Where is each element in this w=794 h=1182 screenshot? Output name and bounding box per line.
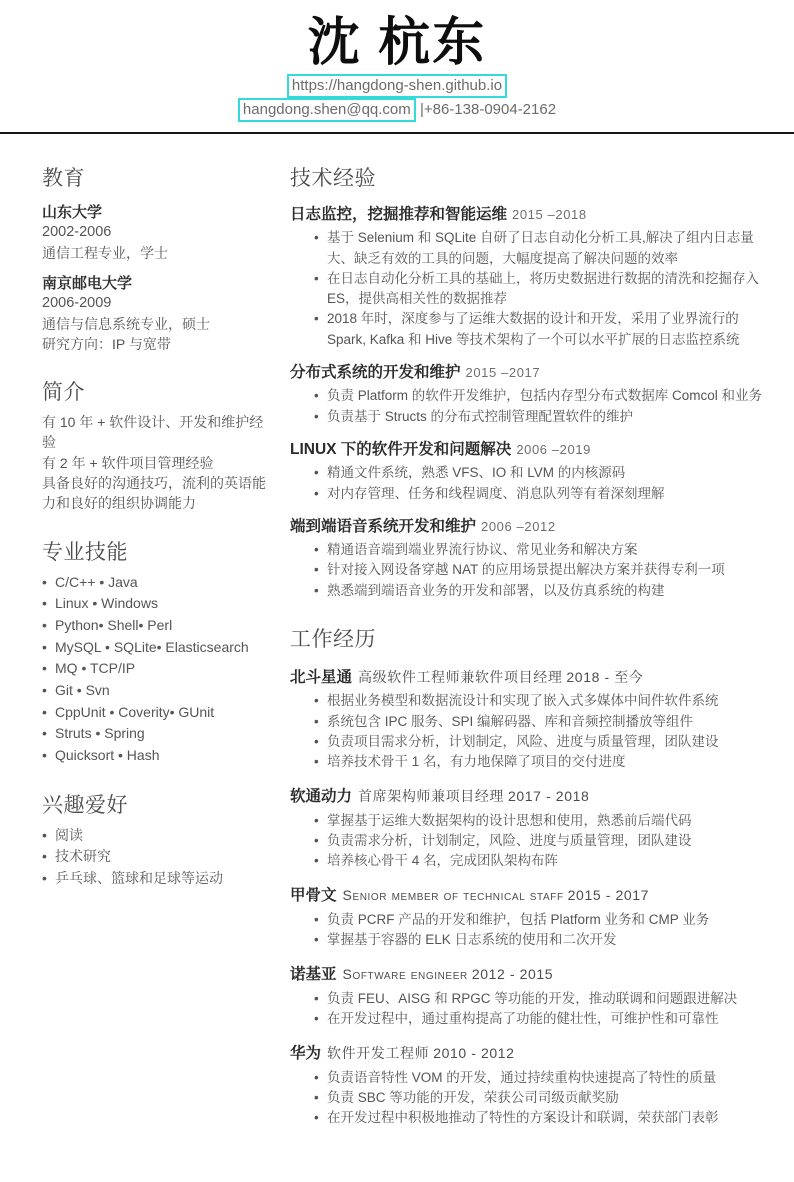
tech-entry-title: 日志监控，挖掘推荐和智能运维	[290, 206, 508, 224]
profile-heading: 简介	[42, 381, 85, 405]
tech-experience-section	[290, 162, 774, 601]
job-header	[290, 885, 774, 907]
skill-item: • Git • Svn	[42, 680, 266, 702]
email-link[interactable]: hangdong.shen@qq.com	[238, 98, 416, 122]
school-detail: 通信与信息系统专业，硕士	[42, 315, 210, 332]
profile-line: 有 2 年 + 软件项目管理经验	[42, 454, 214, 471]
tech-entry-title: 分布式系统的开发和维护	[290, 363, 461, 381]
job-period: 2017 - 2018	[508, 788, 590, 805]
skill-item: • C/C++ • Java	[42, 572, 266, 594]
tech-experience-list	[290, 204, 774, 601]
left-column	[42, 140, 280, 1142]
job-header	[290, 964, 774, 986]
tech-entry-bullets	[290, 540, 774, 601]
tech-bullet: • 基于 Selenium 和 SQLite 自研了日志自动化分析工具,解决了组内日志量大、缺乏有效的工具的问题，大幅度提高了解决问题的效率	[314, 228, 774, 269]
tech-entry	[290, 516, 774, 601]
tech-entry-bullets	[290, 463, 774, 504]
website-line	[0, 74, 794, 98]
tech-bullet: • 负责 Platform 的软件开发维护，包括内存型分布式数据库 Comcol 和业务	[314, 386, 774, 406]
tech-entry-period: 2006 –2019	[516, 441, 591, 457]
job-entry	[290, 786, 774, 871]
website-link[interactable]: https://hangdong-shen.github.io	[287, 74, 507, 98]
job-company: 北斗星通	[290, 668, 353, 686]
school-name: 南京邮电大学	[42, 274, 133, 292]
job-bullet: • 负责需求分析，计划制定，风险、进度与质量管理，团队建设	[314, 831, 774, 851]
tech-entry-bullets	[290, 228, 774, 350]
tech-bullet: • 精通语音端到端业界流行协议、常见业务和解决方案	[314, 540, 774, 560]
job-company: 软通动力	[290, 788, 353, 806]
profile-section	[42, 376, 266, 513]
skill-item: • Quicksort • Hash	[42, 745, 266, 767]
job-bullet: • 根据业务模型和数据流设计和实现了嵌入式多媒体中间件软件系统	[314, 691, 774, 711]
tech-entry-bullets	[290, 386, 774, 427]
tech-entry-title: LINUX 下的软件开发和问题解决	[290, 440, 512, 458]
skills-section	[42, 536, 266, 767]
tech-bullet: • 负责基于 Structs 的分布式控制管理配置软件的维护	[314, 407, 774, 427]
job-bullet: • 负责语音特性 VOM 的开发，通过持续重构快速提高了特性的质量	[314, 1068, 774, 1088]
job-bullet: • 在开发过程中积极地推动了特性的方案设计和联调，荣获部门表彰	[314, 1108, 774, 1128]
job-period: 2010 - 2012	[433, 1045, 515, 1062]
school-period: 2002-2006	[42, 224, 112, 241]
tech-entry-header	[290, 439, 774, 461]
job-role: 首席架构师兼项目经理	[358, 788, 505, 805]
education-list	[42, 202, 266, 354]
hobbies-heading: 兴趣爱好	[42, 793, 128, 817]
tech-bullet: • 针对接入网设备穿越 NAT 的应用场景提出解决方案并获得专利一项	[314, 560, 774, 580]
tech-bullet: • 2018 年时，深度参与了运维大数据的设计和开发，采用了业界流行的 Spark, Kafka 和 Hive 等技术架构了一个可以水平扩展的日志监控系统	[314, 309, 774, 350]
tech-experience-heading: 技术经验	[290, 167, 376, 191]
tech-bullet: • 在日志自动化分析工具的基础上，将历史数据进行数据的清洗和挖掘存入 ES，提供高相关性的数据推荐	[314, 269, 774, 310]
hobby-item: • 阅读	[42, 825, 266, 847]
job-company: 华为	[290, 1045, 322, 1063]
job-bullet: • 系统包含 IPC 服务、SPI 编解码器、库和音频控制播放等组件	[314, 712, 774, 732]
education-heading: 教育	[42, 167, 85, 191]
tech-entry	[290, 439, 774, 504]
hobbies-list	[42, 825, 266, 890]
tech-entry	[290, 204, 774, 350]
job-bullets	[290, 811, 774, 872]
hobby-item: • 乒乓球、篮球和足球等运动	[42, 868, 266, 890]
hobbies-section	[42, 789, 266, 890]
job-entry	[290, 667, 774, 772]
tech-entry-period: 2015 –2017	[465, 364, 541, 380]
skill-item: • MQ • TCP/IP	[42, 658, 266, 680]
job-bullet: • 负责 FEU、AISG 和 RPGC 等功能的开发，推动联调和问题跟进解决	[314, 989, 774, 1009]
job-period: 2012 - 2015	[471, 966, 554, 983]
education-section	[42, 162, 266, 354]
tech-entry-header	[290, 362, 774, 384]
skills-list	[42, 572, 266, 767]
job-header	[290, 786, 774, 808]
job-header	[290, 667, 774, 689]
profile-line: 有 10 年 + 软件设计、开发和维护经验	[42, 414, 264, 451]
skill-item: • Python• Shell• Perl	[42, 615, 266, 637]
tech-entry	[290, 362, 774, 427]
person-name: 沈 杭东	[307, 14, 487, 72]
tech-entry-title: 端到端语音系统开发和维护	[290, 517, 477, 535]
skill-item: • MySQL • SQLite• Elasticsearch	[42, 637, 266, 659]
job-entry	[290, 964, 774, 1029]
tech-bullet: • 对内存管理、任务和线程调度、消息队列等有着深刻理解	[314, 484, 774, 504]
job-entry	[290, 1043, 774, 1128]
job-company: 诺基亚	[290, 966, 337, 984]
skills-heading: 专业技能	[42, 540, 128, 564]
contact-line	[0, 98, 794, 122]
job-bullets	[290, 989, 774, 1030]
job-role: 高级软件工程师兼软件项目经理	[358, 668, 563, 685]
hobby-item: • 技术研究	[42, 846, 266, 868]
job-header	[290, 1043, 774, 1065]
work-history-list	[290, 667, 774, 1128]
skill-item: • CppUnit • Coverity• GUnit	[42, 702, 266, 724]
job-bullet: • 掌握基于容器的 ELK 日志系统的使用和二次开发	[314, 930, 774, 950]
job-bullet: • 负责 PCRF 产品的开发和维护，包括 Platform 业务和 CMP 业务	[314, 910, 774, 930]
profile-text	[42, 412, 266, 513]
job-bullet: • 在开发过程中，通过重构提高了功能的健壮性，可维护性和可靠性	[314, 1009, 774, 1029]
skill-item: • Struts • Spring	[42, 723, 266, 745]
job-bullet: • 培养核心骨干 4 名，完成团队架构布阵	[314, 851, 774, 871]
school-period: 2006-2009	[42, 294, 112, 311]
job-bullet: • 负责 SBC 等功能的开发，荣获公司司级贡献奖励	[314, 1088, 774, 1108]
content-columns	[0, 134, 794, 1142]
job-bullet: • 培养技术骨干 1 名，有力地保障了项目的交付进度	[314, 752, 774, 772]
school-detail: 通信工程专业，学士	[42, 244, 168, 261]
job-bullet: • 掌握基于运维大数据架构的设计思想和使用，熟悉前后端代码	[314, 811, 774, 831]
skill-item: • Linux • Windows	[42, 593, 266, 615]
job-bullets	[290, 910, 774, 951]
resume-header	[0, 0, 794, 122]
tech-bullet: • 熟悉端到端语音业务的开发和部署，以及仿真系统的构建	[314, 581, 774, 601]
job-bullets	[290, 1068, 774, 1129]
tech-bullet: • 精通文件系统，熟悉 VFS、IO 和 LVM 的内核源码	[314, 463, 774, 483]
job-period: 2015 - 2017	[567, 887, 650, 904]
job-role: Senior member of technical staff	[342, 887, 564, 904]
job-role: 软件开发工程师	[327, 1045, 430, 1062]
job-bullets	[290, 691, 774, 772]
profile-line: 具备良好的沟通技巧，流利的英语能力和良好的组织协调能力	[42, 475, 266, 512]
right-column	[280, 140, 774, 1142]
tech-entry-period: 2006 –2012	[481, 518, 556, 534]
job-entry	[290, 885, 774, 950]
job-period: 2018 - 至今	[566, 668, 644, 685]
tech-entry-header	[290, 516, 774, 538]
school-name: 山东大学	[42, 204, 103, 222]
contact-separator: |	[419, 100, 424, 118]
tech-entry-period: 2015 –2018	[512, 207, 587, 223]
work-history-section	[290, 623, 774, 1128]
job-role: Software engineer	[342, 966, 468, 983]
work-history-heading: 工作经历	[290, 627, 376, 651]
phone-number: +86-138-0904-2162	[423, 100, 557, 118]
job-bullet: • 负责项目需求分析，计划制定，风险、进度与质量管理，团队建设	[314, 732, 774, 752]
tech-entry-header	[290, 204, 774, 226]
job-company: 甲骨文	[290, 887, 337, 905]
school-detail: 研究方向：IP 与宽带	[42, 335, 171, 352]
